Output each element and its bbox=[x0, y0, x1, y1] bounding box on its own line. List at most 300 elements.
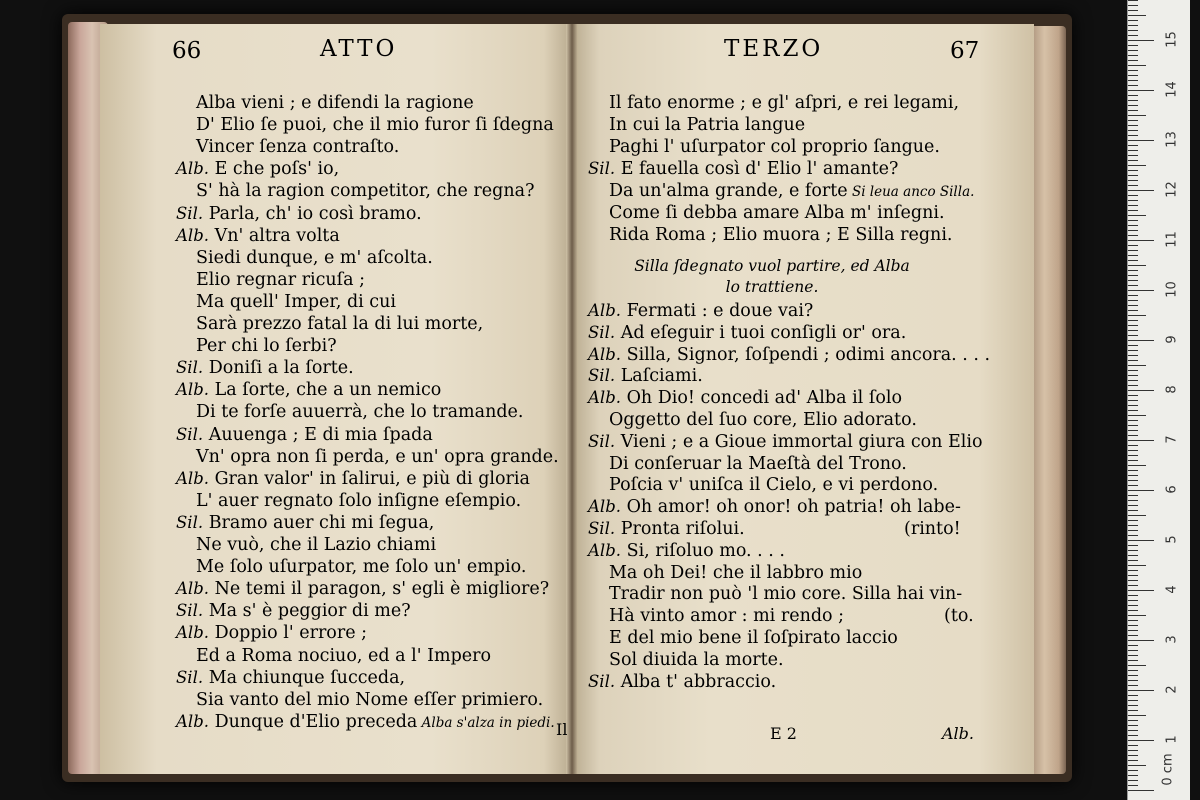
speaker-label: Sil. bbox=[176, 358, 204, 378]
verse-text: Si, riſoluo mo. . . . bbox=[626, 540, 785, 561]
left-page-number: 66 bbox=[172, 38, 202, 64]
ruler-number: 7 bbox=[1164, 435, 1180, 444]
ruler-tick bbox=[1128, 775, 1138, 776]
ruler-tick bbox=[1128, 485, 1138, 486]
text-line bbox=[196, 335, 337, 357]
text-line bbox=[196, 313, 483, 335]
ruler-tick bbox=[1128, 310, 1138, 311]
ruler-tick bbox=[1128, 300, 1138, 301]
speaker-label: Alb. bbox=[588, 344, 621, 364]
ruler-tick bbox=[1128, 535, 1138, 536]
speaker-label: Alb. bbox=[176, 711, 209, 731]
text-line bbox=[196, 490, 521, 512]
inline-stage-direction: Si leua anco Silla. bbox=[847, 184, 975, 200]
text-line bbox=[588, 365, 703, 387]
text-line bbox=[196, 645, 491, 667]
ruler-tick bbox=[1128, 625, 1138, 626]
right-running-head: TERZO bbox=[724, 36, 824, 62]
ruler-tick bbox=[1128, 220, 1138, 221]
speaker-label: Alb. bbox=[176, 623, 209, 643]
text-line bbox=[609, 583, 962, 605]
ruler-tick bbox=[1128, 205, 1138, 206]
ruler-tick bbox=[1128, 105, 1138, 106]
speaker-label: Sil. bbox=[588, 159, 616, 178]
verse-text: Silla, Signor, ſoſpendi ; odimi ancora. . . . bbox=[626, 344, 991, 365]
text-line bbox=[609, 627, 898, 649]
ruler-tick bbox=[1128, 275, 1138, 276]
speaker-label: Alb. bbox=[176, 380, 209, 400]
ruler-tick bbox=[1128, 470, 1138, 471]
ruler-tick bbox=[1128, 450, 1138, 451]
text-line bbox=[176, 158, 339, 180]
ruler-tick bbox=[1128, 30, 1138, 31]
ruler-tick bbox=[1128, 110, 1138, 111]
text-line bbox=[176, 622, 367, 644]
verse-text: Sol diuida la morte. bbox=[609, 649, 784, 670]
text-line bbox=[588, 344, 990, 366]
speaker-label: Sil. bbox=[588, 322, 616, 342]
page-edges-right bbox=[1030, 26, 1066, 774]
ruler-tick bbox=[1128, 780, 1138, 781]
ruler-tick bbox=[1128, 680, 1138, 681]
ruler-tick bbox=[1128, 80, 1138, 81]
text-line bbox=[609, 136, 940, 158]
verse-text: Per chi lo ſerbi? bbox=[196, 336, 337, 357]
verse-text: Pronta riſolui. bbox=[620, 519, 745, 539]
verse-text: E fauella così d' Elio l' amante? bbox=[620, 159, 899, 179]
text-line bbox=[609, 562, 862, 584]
verse-text: Auuenga ; E di mia ſpada bbox=[208, 424, 433, 445]
text-line bbox=[609, 92, 959, 114]
ruler-tick bbox=[1128, 430, 1138, 431]
ruler-tick bbox=[1128, 790, 1154, 791]
ruler-tick bbox=[1128, 725, 1138, 726]
ruler-tick bbox=[1128, 510, 1138, 511]
ruler-tick bbox=[1128, 700, 1138, 701]
ruler-tick bbox=[1128, 315, 1146, 316]
ruler-tick bbox=[1128, 135, 1138, 136]
right-catchword: Alb. bbox=[942, 724, 974, 743]
ruler-tick bbox=[1128, 520, 1138, 521]
speaker-label: Sil. bbox=[176, 601, 204, 621]
ruler-tick bbox=[1128, 385, 1138, 386]
inline-stage-direction: Alba s'alza in piedi. bbox=[417, 714, 555, 731]
ruler-tick bbox=[1128, 565, 1146, 566]
text-line bbox=[176, 578, 549, 600]
verse-text: D' Elio ſe puoi, che il mio furor ſi ſdegna bbox=[196, 115, 554, 136]
ruler-number: 5 bbox=[1164, 535, 1180, 544]
ruler-tick bbox=[1128, 90, 1154, 91]
ruler-tick bbox=[1128, 425, 1138, 426]
text-line bbox=[196, 180, 534, 202]
ruler-number: 1 bbox=[1164, 735, 1180, 744]
ruler-tick bbox=[1128, 395, 1138, 396]
ruler-tick bbox=[1128, 70, 1138, 71]
text-line bbox=[176, 379, 441, 401]
ruler-tick bbox=[1128, 575, 1138, 576]
ruler-tick bbox=[1128, 225, 1138, 226]
ruler-tick bbox=[1128, 730, 1138, 731]
ruler-tick bbox=[1128, 0, 1138, 1]
text-line bbox=[176, 711, 555, 734]
ruler-unit-label: 0 cm bbox=[1160, 753, 1176, 786]
ruler-tick bbox=[1128, 615, 1146, 616]
ruler-number: 6 bbox=[1164, 485, 1180, 494]
text-line bbox=[176, 424, 433, 446]
verse-text: E che poſs' io, bbox=[214, 159, 340, 180]
text-line bbox=[176, 357, 354, 379]
ruler-tick bbox=[1128, 290, 1154, 291]
ruler-tick bbox=[1128, 415, 1146, 416]
text-line bbox=[609, 409, 917, 431]
ruler-tick bbox=[1128, 750, 1138, 751]
verse-text: Rida Roma ; Elio muora ; E Silla regni. bbox=[609, 225, 953, 245]
verse-text: Hà vinto amor : mi rendo ; bbox=[609, 606, 845, 627]
ruler-tick bbox=[1128, 40, 1154, 41]
stage-direction-line-2: lo trattiene. bbox=[725, 278, 819, 296]
verse-text: Parla, ch' io così bramo. bbox=[208, 203, 422, 224]
stage-direction-line-1: Silla ſdegnato vuol partire, ed Alba bbox=[634, 257, 910, 275]
text-line bbox=[609, 114, 805, 136]
ruler-tick bbox=[1128, 530, 1138, 531]
ruler-tick bbox=[1128, 440, 1154, 441]
verse-text: Vieni ; e a Gioue immortal giura con Elio bbox=[620, 431, 983, 452]
ruler-tick bbox=[1128, 140, 1154, 141]
speaker-label: Alb. bbox=[588, 301, 621, 320]
ruler-tick bbox=[1128, 50, 1138, 51]
ruler-tick bbox=[1128, 150, 1138, 151]
ruler-tick bbox=[1128, 350, 1138, 351]
ruler-tick bbox=[1128, 445, 1138, 446]
text-line bbox=[176, 667, 405, 689]
ruler-tick bbox=[1128, 480, 1138, 481]
ruler-tick bbox=[1128, 620, 1138, 621]
verse-text: Oggetto del ſuo core, Elio adorato. bbox=[609, 410, 917, 430]
ruler-tick bbox=[1128, 375, 1138, 376]
ruler-number: 11 bbox=[1164, 231, 1180, 248]
ruler-tick bbox=[1128, 200, 1138, 201]
ruler-tick bbox=[1128, 35, 1138, 36]
ruler-tick bbox=[1128, 500, 1138, 501]
text-line bbox=[588, 518, 961, 540]
text-line bbox=[196, 689, 543, 711]
ruler-number: 12 bbox=[1164, 181, 1180, 198]
ruler-tick bbox=[1128, 20, 1138, 21]
text-line bbox=[609, 202, 945, 224]
verse-text: In cui la Patria langue bbox=[609, 115, 806, 135]
ruler-tick bbox=[1128, 330, 1138, 331]
ruler-tick bbox=[1128, 630, 1138, 631]
verse-text: Siedi dunque, e m' aſcolta. bbox=[196, 247, 433, 268]
ruler-tick bbox=[1128, 715, 1146, 716]
verse-text: Doppio l' errore ; bbox=[214, 623, 368, 644]
ruler-number: 15 bbox=[1164, 31, 1180, 48]
verse-text: Ad eſeguir i tuoi conſigli or' ora. bbox=[620, 322, 907, 343]
ruler-tick bbox=[1128, 660, 1138, 661]
ruler-tick bbox=[1128, 175, 1138, 176]
verse-text: Dunque d'Elio preceda bbox=[214, 711, 418, 732]
speaker-label: Sil. bbox=[176, 424, 204, 444]
ruler-tick bbox=[1128, 645, 1138, 646]
ruler-tick bbox=[1128, 595, 1138, 596]
ruler-tick bbox=[1128, 610, 1138, 611]
text-line bbox=[588, 671, 776, 693]
text-line bbox=[588, 496, 961, 518]
ruler-tick bbox=[1128, 545, 1138, 546]
ruler-tick bbox=[1128, 260, 1138, 261]
ruler-tick bbox=[1128, 380, 1138, 381]
ruler-number: 10 bbox=[1164, 281, 1180, 298]
ruler-tick bbox=[1128, 170, 1138, 171]
ruler-tick bbox=[1128, 145, 1138, 146]
verse-text: L' auer regnato ſolo inſigne eſempio. bbox=[196, 490, 522, 511]
ruler-tick bbox=[1128, 695, 1138, 696]
ruler-tick bbox=[1128, 600, 1138, 601]
ruler-tick bbox=[1128, 515, 1146, 516]
ruler-tick bbox=[1128, 465, 1146, 466]
ruler-tick bbox=[1128, 740, 1154, 741]
ruler-tick bbox=[1128, 710, 1138, 711]
ruler-tick bbox=[1128, 160, 1138, 161]
ruler-tick bbox=[1128, 115, 1146, 116]
ruler-tick bbox=[1128, 460, 1138, 461]
text-line bbox=[588, 158, 898, 180]
ruler-tick bbox=[1128, 195, 1138, 196]
ruler-tick bbox=[1128, 635, 1138, 636]
ruler-number: 9 bbox=[1164, 335, 1180, 344]
ruler-tick bbox=[1128, 335, 1138, 336]
verse-text: Da un'alma grande, e forte bbox=[609, 181, 848, 201]
ruler-tick bbox=[1128, 585, 1138, 586]
ruler-tick bbox=[1128, 130, 1138, 131]
verse-text: Oh amor! oh onor! oh patria! oh labe- bbox=[626, 497, 961, 518]
verse-text: Vincer ſenza contraſto. bbox=[196, 137, 400, 158]
speaker-label: Sil. bbox=[588, 671, 616, 691]
speaker-label: Sil. bbox=[588, 431, 616, 451]
ruler-tick bbox=[1128, 685, 1138, 686]
ruler-tick bbox=[1128, 405, 1138, 406]
ruler-tick bbox=[1128, 365, 1146, 366]
speaker-label: Alb. bbox=[588, 497, 621, 517]
left-catchword: Il bbox=[556, 720, 568, 739]
speaker-label: Alb. bbox=[176, 468, 209, 488]
ruler-tick bbox=[1128, 785, 1138, 786]
speaker-label: Sil. bbox=[176, 512, 204, 532]
text-line bbox=[609, 180, 974, 203]
text-line bbox=[609, 453, 907, 475]
ruler-tick bbox=[1128, 570, 1138, 571]
ruler-tick bbox=[1128, 325, 1138, 326]
ruler-tick bbox=[1128, 755, 1138, 756]
ruler-tick bbox=[1128, 655, 1138, 656]
text-line bbox=[176, 468, 530, 490]
verse-text: Gran valor' in ſalirui, e più di gloria bbox=[214, 468, 530, 489]
book-gutter bbox=[566, 24, 578, 774]
text-line bbox=[588, 300, 813, 322]
ruler-tick bbox=[1128, 295, 1138, 296]
ruler-tick bbox=[1128, 85, 1138, 86]
ruler-number: 3 bbox=[1164, 635, 1180, 644]
ruler-tick bbox=[1128, 490, 1154, 491]
verse-text: Di conſeruar la Maeſtà del Trono. bbox=[609, 453, 907, 474]
ruler-tick bbox=[1128, 75, 1138, 76]
speaker-label: Alb. bbox=[588, 388, 621, 408]
text-line bbox=[176, 203, 422, 225]
ruler-number: 2 bbox=[1164, 685, 1180, 694]
text-line bbox=[176, 225, 340, 247]
ruler-tick bbox=[1128, 45, 1138, 46]
verse-text: Il fato enorme ; e gl' aſpri, e rei legami, bbox=[609, 93, 960, 113]
ruler-tick bbox=[1128, 560, 1138, 561]
measurement-ruler bbox=[1127, 0, 1190, 800]
ruler-tick bbox=[1128, 250, 1138, 251]
ruler-tick bbox=[1128, 550, 1138, 551]
text-line bbox=[609, 649, 784, 671]
verse-text: Ma oh Dei! che il labbro mio bbox=[609, 562, 863, 583]
ruler-tick bbox=[1128, 215, 1146, 216]
verse-text: Vn' opra non ſi perda, e un' opra grande. bbox=[196, 446, 559, 467]
speaker-label: Sil. bbox=[588, 366, 616, 386]
verse-text: E del mio bene il ſoſpirato laccio bbox=[609, 628, 898, 648]
ruler-tick bbox=[1128, 285, 1138, 286]
ruler-tick bbox=[1128, 55, 1138, 56]
ruler-tick bbox=[1128, 665, 1146, 666]
text-line bbox=[588, 540, 785, 562]
text-line bbox=[196, 114, 554, 136]
ruler-tick bbox=[1128, 155, 1138, 156]
ruler-tick bbox=[1128, 240, 1154, 241]
ruler-tick bbox=[1128, 180, 1138, 181]
ruler-tick bbox=[1128, 265, 1146, 266]
ruler-tick bbox=[1128, 540, 1154, 541]
ruler-tick bbox=[1128, 455, 1138, 456]
speaker-label: Alb. bbox=[588, 540, 621, 560]
text-line bbox=[176, 512, 434, 534]
verse-text: Di te forſe auuerrà, che lo tramande. bbox=[196, 402, 524, 423]
ruler-tick bbox=[1128, 525, 1138, 526]
ruler-tick bbox=[1128, 280, 1138, 281]
verse-text: Ma chiunque ſucceda, bbox=[208, 667, 406, 688]
text-line bbox=[196, 446, 559, 468]
verse-text: Fermati : e doue vai? bbox=[626, 301, 814, 321]
ruler-tick bbox=[1128, 230, 1138, 231]
text-line bbox=[588, 387, 902, 409]
ruler-tick bbox=[1128, 95, 1138, 96]
verse-text: Elio regnar ricuſa ; bbox=[196, 269, 366, 290]
ruler-tick bbox=[1128, 340, 1154, 341]
ruler-tick bbox=[1128, 770, 1138, 771]
signature-mark: E 2 bbox=[770, 724, 797, 743]
ruler-tick bbox=[1128, 100, 1138, 101]
verse-text: Me ſolo uſurpator, me ſolo un' empio. bbox=[196, 557, 527, 578]
text-line bbox=[588, 431, 983, 453]
ruler-tick bbox=[1128, 320, 1138, 321]
ruler-tick bbox=[1128, 255, 1138, 256]
verse-text: Come ſi debba amare Alba m' inſegni. bbox=[609, 203, 945, 223]
ruler-number: 13 bbox=[1164, 131, 1180, 148]
ruler-tick bbox=[1128, 210, 1138, 211]
ruler-tick bbox=[1128, 235, 1138, 236]
speaker-label: Sil. bbox=[176, 667, 204, 687]
ruler-tick bbox=[1128, 760, 1138, 761]
verse-text: Ma quell' Imper, di cui bbox=[196, 291, 396, 312]
ruler-tick bbox=[1128, 190, 1154, 191]
verse-text: Poſcia v' uniſca il Cielo, e vi perdono. bbox=[609, 475, 939, 496]
ruler-tick bbox=[1128, 675, 1138, 676]
ruler-number: 8 bbox=[1164, 385, 1180, 394]
ruler-tick bbox=[1128, 360, 1138, 361]
ruler-number: 4 bbox=[1164, 585, 1180, 594]
ruler-tick bbox=[1128, 390, 1154, 391]
ruler-tick bbox=[1128, 590, 1154, 591]
speaker-label: Alb. bbox=[176, 579, 209, 599]
ruler-tick bbox=[1128, 765, 1146, 766]
ruler-tick bbox=[1128, 420, 1138, 421]
verse-text: Paghi l' uſurpator col proprio ſangue. bbox=[609, 137, 940, 157]
ruler-tick bbox=[1128, 370, 1138, 371]
verse-text: Tradir non può 'l mio core. Silla hai vin- bbox=[609, 584, 963, 605]
ruler-tick bbox=[1128, 735, 1138, 736]
verse-text: Sia vanto del mio Nome eſſer primiero. bbox=[196, 689, 544, 710]
ruler-tick bbox=[1128, 305, 1138, 306]
ruler-tick bbox=[1128, 355, 1138, 356]
ruler-tick bbox=[1128, 705, 1138, 706]
ruler-tick bbox=[1128, 65, 1146, 66]
ruler-tick bbox=[1128, 345, 1138, 346]
text-line bbox=[196, 269, 365, 291]
text-line bbox=[609, 605, 974, 627]
ruler-tick bbox=[1128, 10, 1138, 11]
verse-text: Oh Dio! concedi ad' Alba il ſolo bbox=[626, 388, 902, 409]
ruler-tick bbox=[1128, 400, 1138, 401]
text-line bbox=[196, 556, 526, 578]
speaker-label: Alb. bbox=[176, 159, 209, 179]
text-line bbox=[609, 474, 938, 496]
line-turnover: (to. bbox=[944, 606, 974, 627]
ruler-tick bbox=[1128, 245, 1138, 246]
verse-text: Laſciami. bbox=[620, 366, 703, 387]
verse-text: Doniſi a la ſorte. bbox=[208, 358, 354, 379]
text-line bbox=[609, 224, 953, 246]
speaker-label: Sil. bbox=[176, 203, 204, 223]
speaker-label: Sil. bbox=[588, 519, 616, 538]
ruler-tick bbox=[1128, 495, 1138, 496]
verse-text: Bramo auer chi mi ſegua, bbox=[208, 512, 435, 533]
text-line bbox=[588, 322, 906, 344]
text-line bbox=[196, 136, 399, 158]
ruler-tick bbox=[1128, 270, 1138, 271]
verse-text: Alba t' abbraccio. bbox=[620, 671, 777, 692]
ruler-tick bbox=[1128, 185, 1138, 186]
ruler-tick bbox=[1128, 5, 1138, 6]
verse-text: Ed a Roma nociuo, ed a l' Impero bbox=[196, 645, 492, 666]
text-line bbox=[196, 291, 396, 313]
verse-text: Ne vuò, che il Lazio chiami bbox=[196, 535, 437, 555]
verse-text: Alba vieni ; e difendi la ragione bbox=[196, 93, 474, 113]
speaker-label: Alb. bbox=[176, 225, 209, 245]
ruler-tick bbox=[1128, 15, 1146, 16]
line-turnover: (rinto! bbox=[904, 519, 961, 539]
ruler-tick bbox=[1128, 475, 1138, 476]
ruler-tick bbox=[1128, 720, 1138, 721]
ruler-tick bbox=[1128, 25, 1138, 26]
verse-text: Ne temi il paragon, s' egli è migliore? bbox=[214, 579, 550, 600]
ruler-tick bbox=[1128, 640, 1154, 641]
ruler-tick bbox=[1128, 605, 1138, 606]
ruler-tick bbox=[1128, 650, 1138, 651]
verse-text: Vn' altra volta bbox=[214, 225, 340, 246]
verse-text: Ma s' è peggior di me? bbox=[208, 601, 411, 622]
